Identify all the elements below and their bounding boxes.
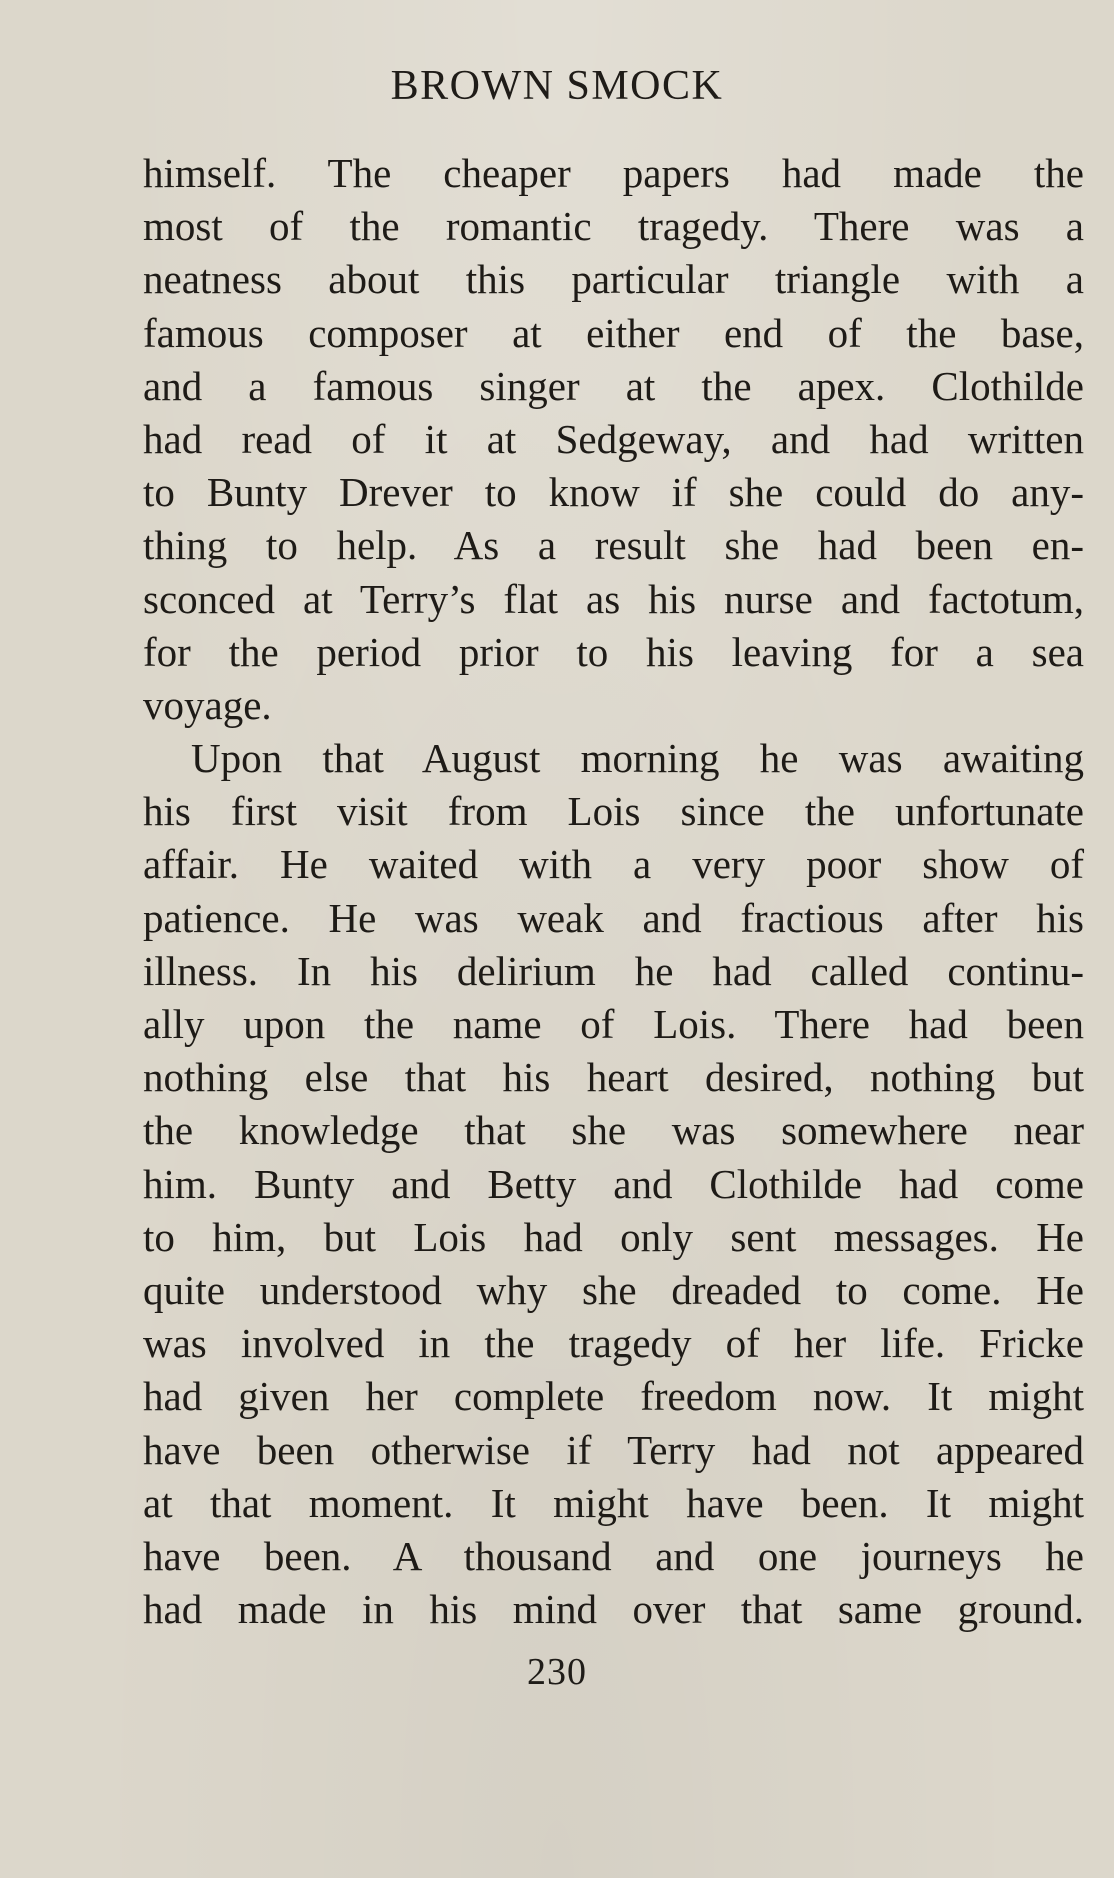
text-line: had read of it at Sedgeway, and had written bbox=[143, 415, 1084, 462]
page-number: 230 bbox=[527, 1651, 587, 1693]
text-line: ally upon the name of Lois. There had been bbox=[143, 1001, 1084, 1047]
text-line: most of the romantic tragedy. There was a bbox=[143, 203, 1084, 250]
text-line: to him, but Lois had only sent messages. He bbox=[143, 1213, 1084, 1260]
text-line: affair. He waited with a very poor show of bbox=[143, 841, 1084, 888]
text-line: him. Bunty and Betty and Clothilde had come bbox=[143, 1160, 1084, 1207]
text-line: quite understood why she dreaded to come. He bbox=[143, 1266, 1084, 1313]
text-line: have been otherwise if Terry had not appeared bbox=[143, 1426, 1084, 1473]
text-line: at that moment. It might have been. It might bbox=[143, 1479, 1084, 1526]
text-line: nothing else that his heart desired, nothing but bbox=[143, 1054, 1084, 1101]
text-line: sconced at Terry’s flat as his nurse and factotum, bbox=[143, 575, 1084, 622]
body-text bbox=[143, 147, 1084, 1636]
paragraph-first-line: Upon that August morning he was awaiting bbox=[191, 735, 1084, 782]
text-line: patience. He was weak and fractious after his bbox=[143, 894, 1084, 941]
text-line: his first visit from Lois since the unfortunate bbox=[143, 788, 1084, 835]
text-line: have been. A thousand and one journeys he bbox=[143, 1532, 1084, 1579]
text-line: had given her complete freedom now. It might bbox=[143, 1373, 1084, 1420]
running-head: BROWN SMOCK bbox=[390, 63, 724, 109]
text-line: to Bunty Drever to know if she could do any- bbox=[143, 469, 1084, 516]
text-line: the knowledge that she was somewhere near bbox=[143, 1107, 1084, 1154]
text-line: himself. The cheaper papers had made the bbox=[143, 150, 1084, 196]
text-line: illness. In his delirium he had called continu- bbox=[143, 947, 1084, 994]
text-line: neatness about this particular triangle with a bbox=[143, 256, 1084, 303]
text-line: was involved in the tragedy of her life. Fricke bbox=[143, 1320, 1084, 1367]
text-line: for the period prior to his leaving for a sea bbox=[143, 628, 1084, 675]
text-line: thing to help. As a result she had been en- bbox=[143, 522, 1084, 569]
text-line: famous composer at either end of the base, bbox=[143, 309, 1084, 356]
paragraph-end-line: voyage. bbox=[143, 681, 272, 728]
text-line: and a famous singer at the apex. Clothilde bbox=[143, 362, 1084, 409]
text-line: had made in his mind over that same ground. bbox=[143, 1586, 1084, 1633]
